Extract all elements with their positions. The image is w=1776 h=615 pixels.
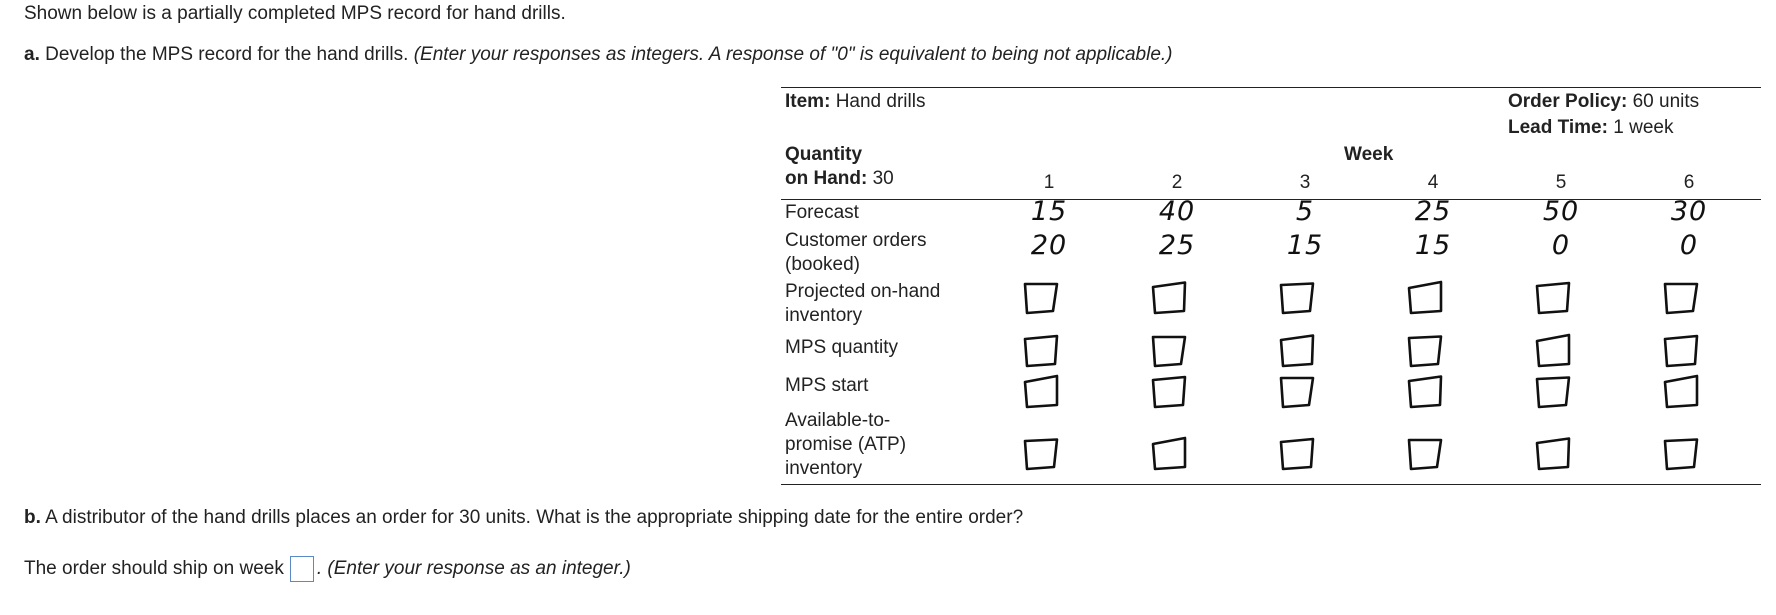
- answer-line: [24, 556, 631, 582]
- mps-quantity-week-1-input[interactable]: [1021, 333, 1063, 371]
- row-label-customer-orders-booked: (booked): [785, 254, 860, 275]
- projected-week-4-input[interactable]: [1405, 280, 1447, 318]
- lead-time-field: Lead Time: 1 week: [1508, 117, 1674, 138]
- table-bottom-rule: [781, 484, 1761, 485]
- intro-text: Shown below is a partially completed MPS record for hand drills.: [24, 3, 566, 24]
- part-a-label: a.: [24, 44, 40, 65]
- mps-start-week-4-input[interactable]: [1405, 374, 1447, 412]
- projected-week-6-input[interactable]: [1661, 280, 1703, 318]
- part-a-note: (Enter your responses as integers. A response of "0" is equivalent to being not applicable.): [413, 44, 1173, 65]
- item-field: Item: Hand drills: [785, 91, 926, 112]
- qoh-value: 30: [872, 168, 894, 189]
- mps-quantity-week-3-input[interactable]: [1277, 333, 1319, 371]
- atp-week-5-input[interactable]: [1533, 436, 1575, 474]
- week-5: 5: [1555, 172, 1567, 193]
- atp-week-1-input[interactable]: [1021, 436, 1063, 474]
- part-b-label: b.: [24, 507, 41, 528]
- row-label-mps-start: MPS start: [785, 375, 869, 396]
- part-b-text: A distributor of the hand drills places an order for 30 units. What is the appropriate shipping date for the entire order?: [45, 507, 1024, 528]
- atp-week-3-input[interactable]: [1277, 436, 1319, 474]
- mps-record-table: [781, 86, 1761, 486]
- atp-week-4-input[interactable]: [1405, 436, 1447, 474]
- part-a-text: Develop the MPS record for the hand drills.: [45, 44, 409, 65]
- answer-prefix: The order should ship on week: [24, 558, 284, 579]
- lead-time-value: 1 week: [1613, 117, 1674, 138]
- week-header: Week: [1344, 144, 1394, 165]
- row-label-customer-orders: Customer orders: [785, 230, 927, 251]
- forecast-week-4: 25: [1414, 196, 1452, 227]
- forecast-week-2: 40: [1158, 196, 1196, 227]
- row-label-atp: Available-to-: [785, 410, 891, 431]
- week-1: 1: [1043, 172, 1055, 193]
- atp-week-6-input[interactable]: [1661, 436, 1703, 474]
- mps-start-week-2-input[interactable]: [1149, 374, 1191, 412]
- forecast-week-5: 50: [1542, 196, 1580, 227]
- week-4: 4: [1427, 172, 1439, 193]
- forecast-week-1: 15: [1030, 196, 1068, 227]
- mps-quantity-week-4-input[interactable]: [1405, 333, 1447, 371]
- order-policy-value: 60 units: [1632, 91, 1700, 112]
- customer-orders-week-6: 0: [1679, 230, 1699, 261]
- mps-quantity-week-2-input[interactable]: [1149, 333, 1191, 371]
- row-label-mps-quantity: MPS quantity: [785, 337, 898, 358]
- projected-week-3-input[interactable]: [1277, 280, 1319, 318]
- order-policy-field: Order Policy: 60 units: [1508, 91, 1700, 112]
- row-label-projected-inventory: inventory: [785, 305, 863, 326]
- customer-orders-week-3: 15: [1286, 230, 1324, 261]
- mps-quantity-week-5-input[interactable]: [1533, 333, 1575, 371]
- mps-start-week-1-input[interactable]: [1021, 374, 1063, 412]
- forecast-week-3: 5: [1295, 196, 1315, 227]
- customer-orders-week-1: 20: [1030, 230, 1068, 261]
- mps-start-week-6-input[interactable]: [1661, 374, 1703, 412]
- mps-quantity-week-6-input[interactable]: [1661, 333, 1703, 371]
- qoh-field: on Hand: 30: [785, 168, 894, 189]
- part-a-prompt: [24, 44, 1173, 66]
- projected-week-5-input[interactable]: [1533, 280, 1575, 318]
- qoh-label-line1: Quantity: [785, 144, 863, 165]
- customer-orders-week-5: 0: [1551, 230, 1571, 261]
- week-2: 2: [1171, 172, 1183, 193]
- week-6: 6: [1683, 172, 1695, 193]
- mps-start-week-5-input[interactable]: [1533, 374, 1575, 412]
- row-label-atp-3: inventory: [785, 458, 863, 479]
- table-top-rule: [781, 87, 1761, 88]
- week-3: 3: [1299, 172, 1311, 193]
- row-label-atp-2: promise (ATP): [785, 434, 907, 455]
- customer-orders-week-2: 25: [1158, 230, 1196, 261]
- atp-week-2-input[interactable]: [1149, 436, 1191, 474]
- row-label-projected: Projected on-hand: [785, 281, 941, 302]
- row-label-forecast: Forecast: [785, 202, 859, 223]
- item-value: Hand drills: [835, 91, 926, 112]
- answer-suffix: . (Enter your response as an integer.): [316, 558, 631, 579]
- projected-week-1-input[interactable]: [1021, 280, 1063, 318]
- mps-start-week-3-input[interactable]: [1277, 374, 1319, 412]
- customer-orders-week-4: 15: [1414, 230, 1452, 261]
- part-b-prompt: [24, 507, 1023, 529]
- projected-week-2-input[interactable]: [1149, 280, 1191, 318]
- ship-week-input[interactable]: [290, 556, 314, 582]
- forecast-week-6: 30: [1670, 196, 1708, 227]
